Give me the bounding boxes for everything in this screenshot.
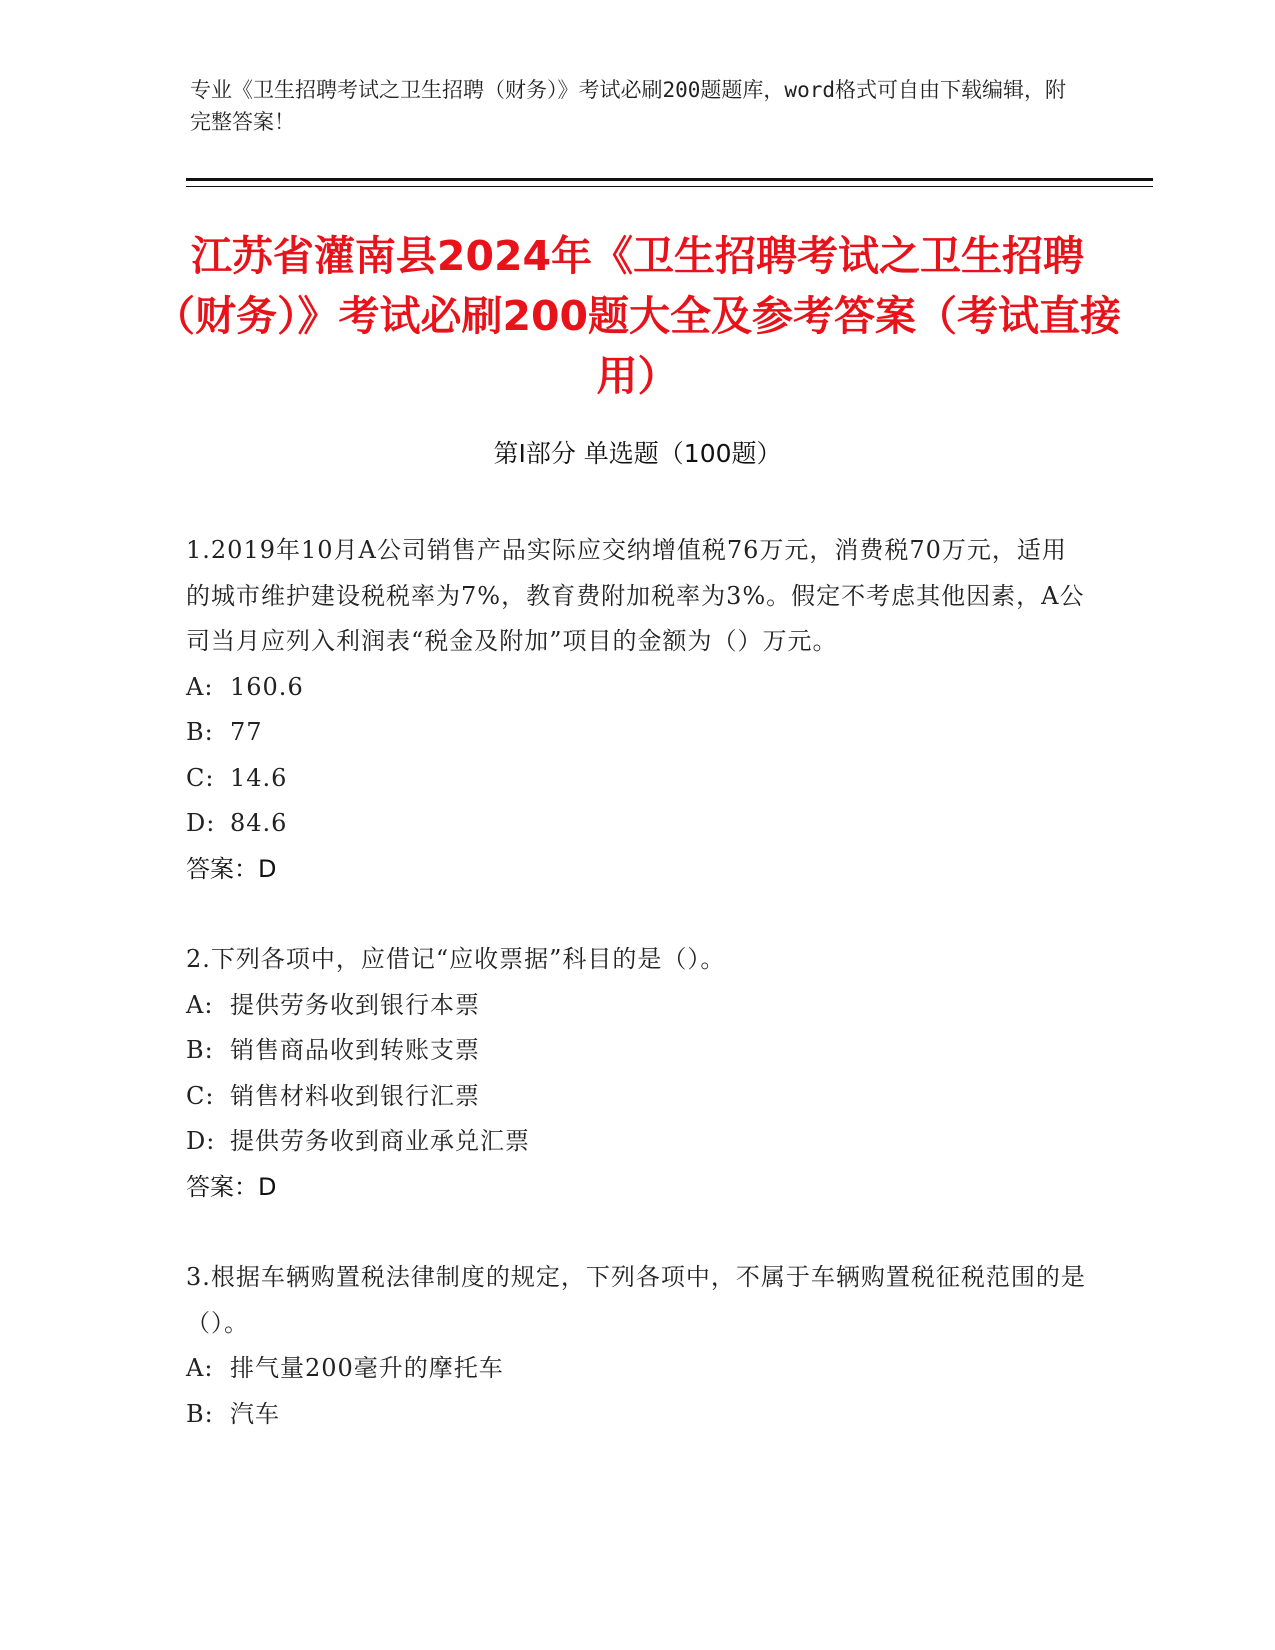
- question-list: [186, 528, 1086, 1482]
- option-key: A:: [186, 1354, 214, 1382]
- header-rule-thick: [186, 178, 1153, 181]
- option-key: A:: [186, 672, 214, 701]
- document-title: 江苏省灌南县2024年《卫生招聘考试之卫生招聘（财务）》考试必刷200题大全及参考答案（考试直接用）: [153, 232, 1122, 400]
- option-text: 汽车: [230, 1399, 280, 1428]
- question-3: [186, 1255, 1086, 1437]
- option-text: 77: [230, 718, 263, 746]
- option-key: D:: [186, 1127, 216, 1155]
- option-c: [186, 1074, 1086, 1120]
- question-stem: 2.下列各项中，应借记“应收票据”科目的是（）。: [186, 945, 726, 973]
- option-b: [186, 1392, 1086, 1438]
- option-text: 排气量200毫升的摩托车: [230, 1354, 504, 1382]
- option-key: B:: [186, 1036, 214, 1064]
- question-1: [186, 528, 1086, 892]
- option-d: [186, 801, 1086, 847]
- option-key: D:: [186, 809, 216, 837]
- option-key: B:: [186, 718, 214, 746]
- option-b: [186, 1028, 1086, 1074]
- option-key: C:: [186, 763, 215, 792]
- option-text: 提供劳务收到银行本票: [230, 990, 480, 1019]
- question-2: [186, 937, 1086, 1210]
- option-text: 销售材料收到银行汇票: [230, 1081, 480, 1110]
- option-text: 销售商品收到转账支票: [230, 1036, 480, 1064]
- option-key: B:: [186, 1399, 214, 1428]
- option-key: C:: [186, 1081, 215, 1110]
- section-heading: 第Ⅰ部分 单选题（100题）: [493, 439, 782, 468]
- header-note: 专业《卫生招聘考试之卫生招聘（财务）》考试必刷200题题库，word格式可自由下载编辑，附完整答案！: [190, 78, 1066, 134]
- option-text: 84.6: [230, 809, 288, 837]
- answer-line: 答案：D: [186, 854, 277, 883]
- header-rule-thin: [186, 186, 1153, 187]
- question-stem: 1.2019年10月A公司销售产品实际应交纳增值税76万元，消费税70万元，适用的城市维护建设税税率为7%，教育费附加税率为3%。假定不考虑其他因素，A公司当月应列入利润表“税金及附加”项目的金额为（）万元。: [186, 536, 1085, 655]
- option-text: 14.6: [230, 763, 288, 792]
- option-a: [186, 1346, 1086, 1392]
- option-text: 160.6: [230, 672, 304, 701]
- question-stem: 3.根据车辆购置税法律制度的规定，下列各项中，不属于车辆购置税征税范围的是（）。: [186, 1263, 1086, 1337]
- option-a: [186, 983, 1086, 1029]
- answer-line: 答案：D: [186, 1172, 277, 1201]
- option-c: [186, 756, 1086, 802]
- option-a: [186, 665, 1086, 711]
- option-key: A:: [186, 990, 214, 1019]
- option-d: [186, 1119, 1086, 1165]
- option-text: 提供劳务收到商业承兑汇票: [230, 1127, 530, 1155]
- option-b: [186, 710, 1086, 756]
